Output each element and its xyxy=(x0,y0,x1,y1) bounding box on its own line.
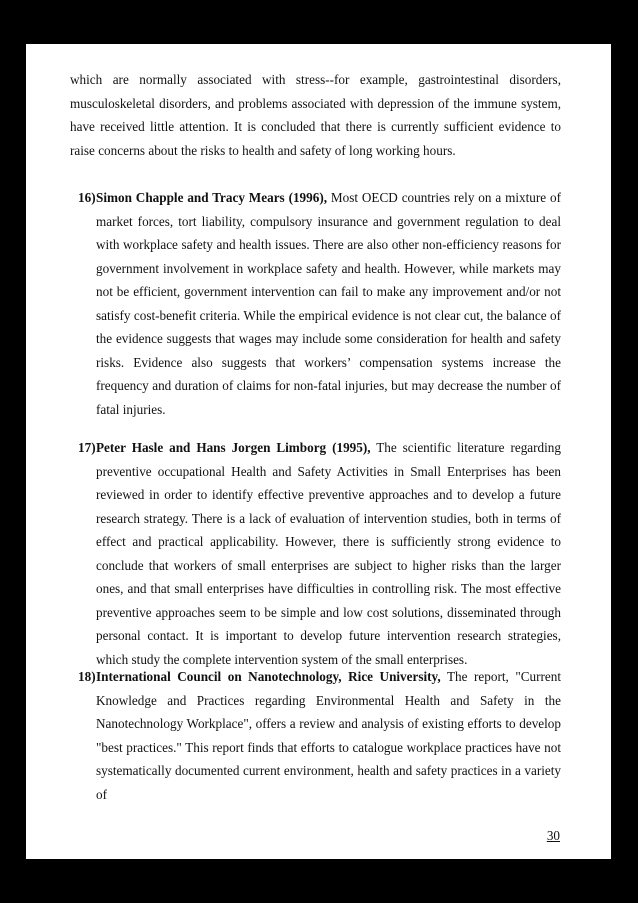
reference-entry-18 xyxy=(78,665,561,806)
continuation-paragraph: which are normally associated with stress--for example, gastrointestinal disorders, musculoskeletal disorders, and problems associated with depression of the immune system, have received little attention. It is concluded that there is currently sufficient evidence to raise concerns about the risks to health and safety of long working hours. xyxy=(70,72,561,158)
entry-text: The report, "Current Knowledge and Practices regarding Environmental Health and Safety in the Nanotechnology Workplace", offers a review and analysis of existing efforts to develop "best practices." This report finds that efforts to catalogue workplace practices have not systematically documented current environment, health and safety practices in a variety of xyxy=(96,669,561,802)
entry-author: International Council on Nanotechnology, Rice University, xyxy=(96,669,441,684)
entry-text: The scientific literature regarding preventive occupational Health and Safety Activities in Small Enterprises has been reviewed in order to identify effective preventive approaches and to develop a future research strategy. There is a lack of evaluation of intervention studies, both in terms of effect and practical applicability. However, there is sufficiently strong evidence to conclude that workers of small enterprises are subject to higher risks than the larger ones, and that small enterprises have difficulties in controlling risk. The most effective preventive approaches seem to be simple and low cost solutions, disseminated through personal contact. It is important to develop future intervention research strategies, which study the complete intervention system of the small enterprises. xyxy=(96,440,561,667)
entry-number: 17) xyxy=(78,440,96,455)
bottom-bar xyxy=(0,859,638,903)
entry-author: Simon Chapple and Tracy Mears (1996), xyxy=(96,190,328,205)
top-bar xyxy=(0,0,638,44)
entry-number: 16) xyxy=(78,190,96,205)
entry-text: Most OECD countries rely on a mixture of market forces, tort liability, compulsory insurance and government regulation to deal with workplace safety and health issues. There are also other non-efficiency reasons for government involvement in workplace safety and health. However, while markets may not be efficient, government intervention can fail to make any improvement and/or not satisfy cost-benefit criteria. While the empirical evidence is not clear cut, the balance of the evidence suggests that wages may include some consideration for health and safety risks. Evidence also suggests that workers’ compensation systems increase the frequency and duration of claims for non-fatal injuries, but may decrease the number of fatal injuries. xyxy=(96,190,561,417)
page-number: 30 xyxy=(546,828,560,843)
entry-number: 18) xyxy=(78,669,96,684)
reference-entry-16 xyxy=(78,186,561,421)
entry-author: Peter Hasle and Hans Jorgen Limborg (1995), xyxy=(96,440,371,455)
reference-entry-17 xyxy=(78,436,561,671)
